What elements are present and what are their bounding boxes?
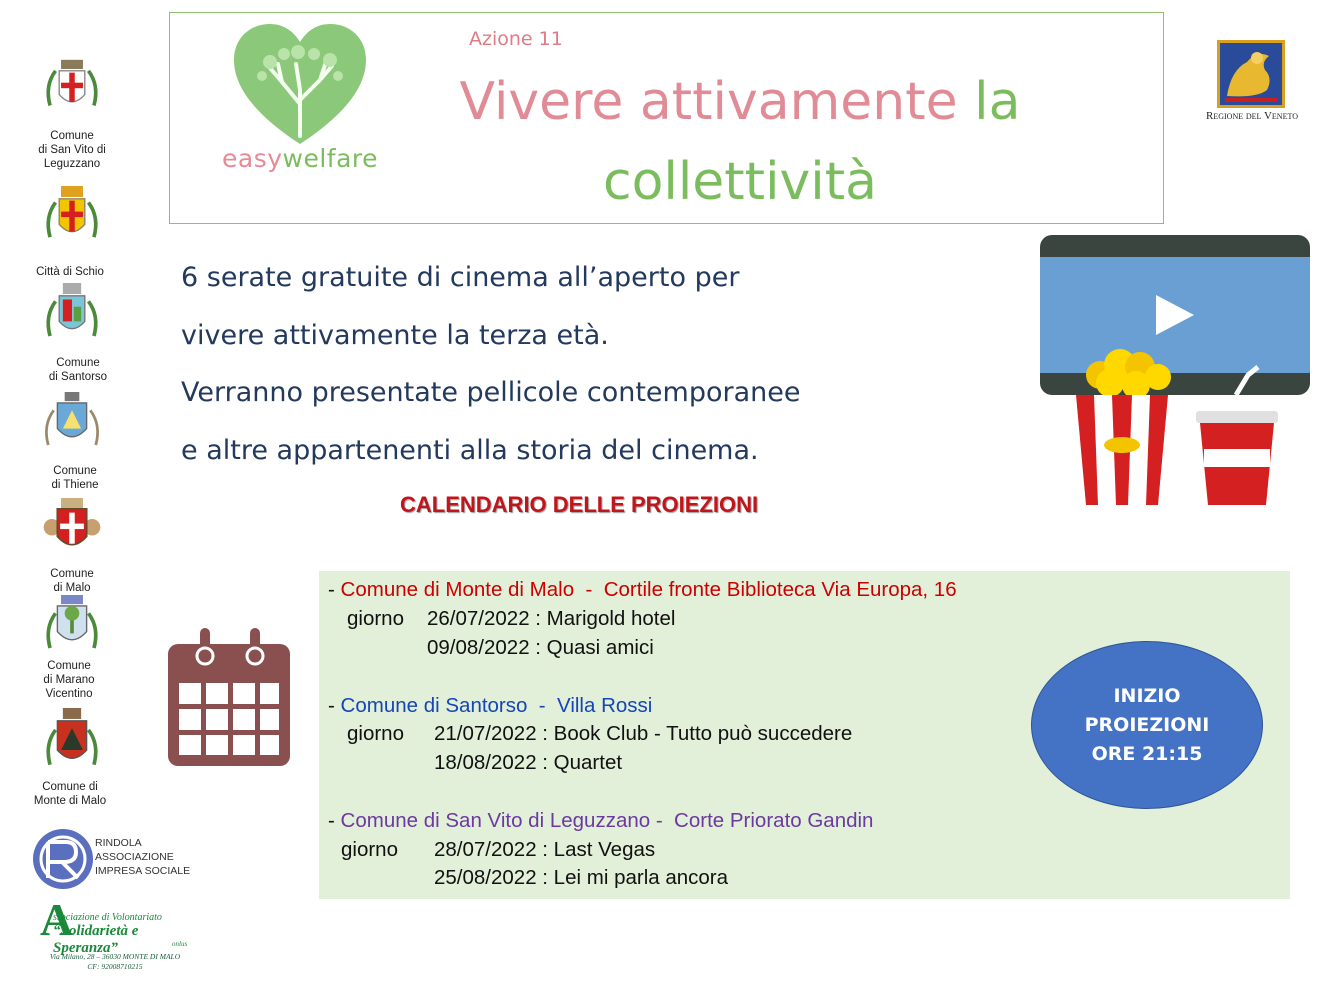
start-badge-line3: ORE 21:15 (1091, 742, 1203, 765)
title-line1-green: la (974, 72, 1021, 132)
santorso-crest-icon (40, 283, 104, 347)
intro-line3: Verranno presentate pellicole contemporanee (181, 377, 801, 408)
rindola-logo-icon (32, 828, 94, 890)
venue2-date1: 21/07/2022 : Book Club - Tutto può succedere (434, 722, 853, 745)
rindola-line1: RINDOLA (95, 837, 142, 849)
venue1-giorno: giorno (347, 607, 404, 630)
venue3-date1: 28/07/2022 : Last Vegas (434, 838, 656, 861)
start-badge-line2: PROIEZIONI (1084, 713, 1210, 736)
calendar-icon (166, 628, 292, 770)
san-vito-label: Comune di San Vito di Leguzzano (38, 130, 106, 170)
title-line1-pink: Vivere attivamente (459, 72, 975, 132)
monte-di-malo-crest-icon (40, 708, 104, 772)
dash: - (328, 578, 341, 601)
intro-line2: vivere attivamente la terza età. (181, 320, 609, 351)
venue3-giorno: giorno (341, 838, 398, 861)
start-badge-line1: INIZIO (1113, 684, 1181, 707)
venue1-heading (328, 578, 957, 602)
association-line1: ssociazione di Volontariato (53, 912, 162, 923)
venue3-name: Comune di San Vito di Leguzzano - Corte Priorato Gandin (340, 809, 874, 832)
brand-part1: easy (222, 144, 283, 173)
association-line2: “Solidarietà e Speranza” (53, 923, 139, 956)
malo-crest-icon (40, 498, 104, 562)
thiene-label: Comune di Thiene (51, 465, 99, 491)
easywelfare-brand (222, 144, 378, 173)
thiene-crest-icon (40, 392, 104, 456)
san-vito-crest-icon (40, 58, 104, 122)
venue2-date2: 18/08/2022 : Quartet (434, 751, 623, 774)
marano-label: Comune di Marano Vicentino (43, 660, 95, 700)
venue1-name: Comune di Monte di Malo - Cortile fronte Biblioteca Via Europa, 16 (340, 578, 957, 601)
action-label: Azione 11 (469, 28, 563, 50)
santorso-label: Comune di Santorso (48, 357, 108, 383)
schio-label: Città di Schio (36, 266, 104, 278)
venue3-date2: 25/08/2022 : Lei mi parla ancora (434, 866, 729, 889)
cinema-popcorn-illustration-icon (1040, 235, 1310, 507)
dash: - (328, 809, 341, 832)
malo-label: Comune di Malo (50, 568, 94, 594)
intro-line1: 6 serate gratuite di cinema all’aperto per (181, 262, 740, 293)
intro-line4: e altre appartenenti alla storia del cinema. (181, 435, 759, 466)
venue2-heading (328, 694, 652, 718)
monte-di-malo-label: Comune di Monte di Malo (33, 781, 107, 807)
venue2-giorno: giorno (347, 722, 404, 745)
calendar-heading: CALENDARIO DELLE PROIEZIONI (400, 492, 759, 517)
easywelfare-heart-logo-icon (234, 24, 366, 148)
regione-veneto-lion-icon (1217, 40, 1285, 108)
venue3-heading (328, 809, 873, 833)
rindola-line2: ASSOCIAZIONE (95, 851, 174, 863)
association-initial: A (40, 894, 74, 945)
region-label: Regione del Veneto (1206, 110, 1298, 122)
rindola-line3: IMPRESA SOCIALE (95, 865, 191, 877)
rindola-text (95, 836, 190, 878)
start-time-badge (1031, 641, 1263, 809)
association-address: Via Milano, 28 – 36030 MONTE DI MALO CF: 92008710215 (49, 952, 181, 971)
association-text (53, 912, 203, 957)
title-line2: collettività (603, 152, 877, 212)
brand-part2: welfare (282, 144, 379, 173)
venue1-date2: 09/08/2022 : Quasi amici (427, 636, 654, 659)
marano-crest-icon (40, 595, 104, 659)
dash: - (328, 694, 341, 717)
title-line1 (440, 72, 1040, 132)
venue1-date1: 26/07/2022 : Marigold hotel (427, 607, 676, 630)
schio-crest-icon (40, 186, 104, 250)
association-suffix: onlus (172, 940, 188, 948)
venue2-name: Comune di Santorso - Villa Rossi (340, 694, 653, 717)
